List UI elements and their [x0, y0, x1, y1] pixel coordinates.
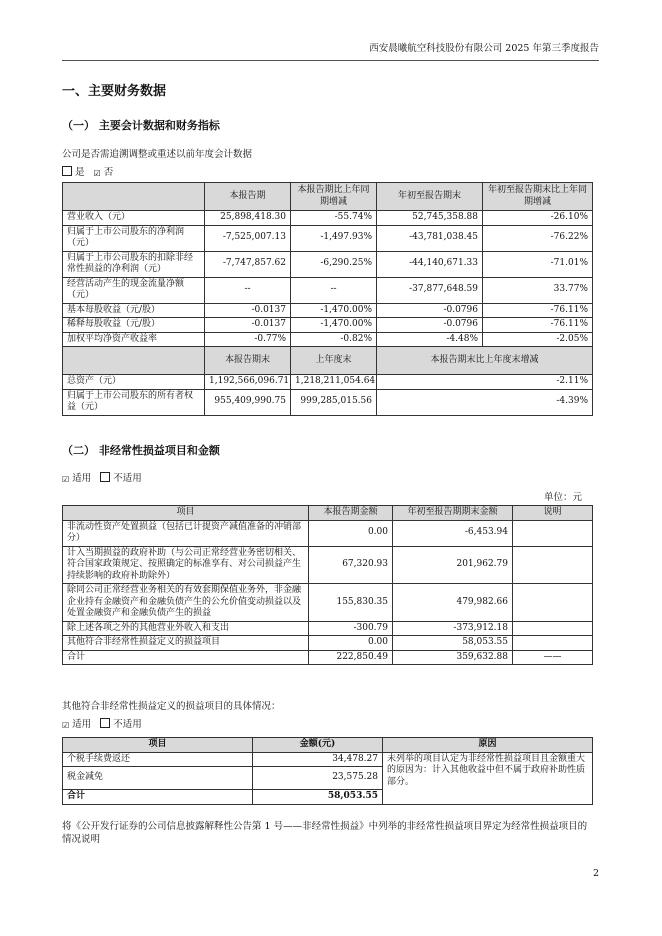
row-label: 除上述各项之外的其他营业外收入和支出 — [63, 621, 309, 636]
row-label: 总资产（元） — [63, 375, 205, 390]
subsection-title-non-recurring: （二） 非经常性损益项目和金额 — [62, 444, 220, 457]
table-row — [63, 277, 593, 303]
header-yoy-change: 本报告期比上年同期增减 — [291, 183, 377, 211]
cell-value: 0.00 — [309, 520, 393, 546]
no-checkbox[interactable]: ☑ — [93, 169, 101, 178]
header-current-period: 本报告期 — [205, 183, 291, 211]
cell-value: -2.05% — [483, 332, 593, 347]
cell-value: -4.48% — [377, 332, 483, 347]
cell-value: 25,898,418.30 — [205, 211, 291, 226]
table-row-total — [63, 650, 593, 665]
not-applicable-checkbox[interactable] — [100, 472, 110, 482]
cell-value: -37,877,648.59 — [377, 277, 483, 303]
applicability — [62, 472, 142, 485]
no-label: 否 — [103, 167, 114, 178]
cell-note: —— — [513, 650, 593, 665]
table-row — [63, 621, 593, 636]
cell-value: 58,053.55 — [253, 790, 383, 805]
cell-value: 23,575.28 — [253, 767, 383, 790]
non-recurring-table — [62, 505, 593, 665]
not-applicable-label: 不适用 — [113, 473, 142, 484]
cell-value: -373,912.18 — [393, 621, 513, 636]
footer-note: 将《公开发行证券的公司信息披露解释性公告第 1 号——非经常性损益》中列举的非经常性损益项目界定为经常性损益项目的情况说明 — [62, 821, 588, 845]
row-label: 稀释每股收益（元/股） — [63, 318, 205, 333]
cell-note — [513, 546, 593, 584]
cell-value: 155,830.35 — [309, 584, 393, 622]
cell-value: -6,290.25% — [291, 251, 377, 277]
applicable-checkbox[interactable]: ☑ — [62, 475, 70, 484]
cell-value: -1,497.93% — [291, 225, 377, 251]
row-label: 营业收入（元） — [63, 211, 205, 226]
table-row — [63, 318, 593, 333]
row-label: 合计 — [63, 790, 253, 805]
header-ytd-amount: 年初至报告期期末金额 — [393, 506, 513, 521]
table-row — [63, 389, 593, 415]
header-reason: 原因 — [383, 738, 593, 753]
cell-note — [513, 584, 593, 622]
cell-value: -76.11% — [483, 318, 593, 333]
applicable-checkbox-2[interactable]: ☑ — [62, 721, 70, 730]
other-items-table — [62, 737, 593, 805]
cell-value: -55.74% — [291, 211, 377, 226]
table-row — [63, 636, 593, 651]
cell-value: 955,409,990.75 — [205, 389, 291, 415]
cell-value: 58,053.55 — [393, 636, 513, 651]
cell-value: -4.39% — [377, 389, 593, 415]
cell-value: -1,470.00% — [291, 318, 377, 333]
header-ytd-change: 年初至报告期末比上年同期增减 — [483, 183, 593, 211]
cell-value: -300.79 — [309, 621, 393, 636]
cell-value: 0.00 — [309, 636, 393, 651]
table-row — [63, 251, 593, 277]
not-applicable-checkbox-2[interactable] — [100, 718, 110, 728]
table-row — [63, 375, 593, 390]
applicable-label-2: 适用 — [72, 719, 92, 730]
row-label: 经营活动产生的现金流量净额（元） — [63, 277, 205, 303]
report-title: 西安晨曦航空科技股份有限公司 2025 年第三季度报告 — [369, 43, 599, 54]
row-label: 基本每股收益（元/股） — [63, 303, 205, 318]
applicability-2 — [62, 718, 142, 731]
cell-value: -0.0137 — [205, 318, 291, 333]
table-row — [63, 303, 593, 318]
yes-checkbox[interactable] — [62, 166, 72, 176]
other-items-desc: 其他符合非经常性损益定义的损益项目的具体情况： — [62, 701, 281, 712]
page-header — [62, 38, 599, 61]
restatement-answer — [62, 166, 113, 179]
cell-value: 34,478.27 — [253, 752, 383, 767]
header-ytd: 年初至报告期末 — [377, 183, 483, 211]
non-recurring-header-row — [63, 506, 593, 521]
header-prior-year-end: 上年度末 — [291, 347, 377, 375]
header-note: 说明 — [513, 506, 593, 521]
yes-label: 是 — [75, 167, 85, 178]
cell-value: -76.11% — [483, 303, 593, 318]
row-label: 归属于上市公司股东的所有者权益（元） — [63, 389, 205, 415]
table-row — [63, 752, 593, 767]
row-label: 除同公司正常经营业务相关的有效套期保值业务外，非金融企业持有金融资产和金融负债产生的公允价值变动损益以及处置金融资产和金融负债产生的损益 — [63, 584, 309, 622]
not-applicable-label-2: 不适用 — [113, 719, 142, 730]
unit-label: 单位：元 — [544, 492, 583, 503]
cell-value: 67,320.93 — [309, 546, 393, 584]
header-period-end: 本报告期末 — [205, 347, 291, 375]
row-label: 计入当期损益的政府补助（与公司正常经营业务密切相关、符合国家政策规定、按照确定的标准享有、对公司损益产生持续影响的政府补助除外） — [63, 546, 309, 584]
cell-value: 1,218,211,054.64 — [291, 375, 377, 390]
cell-value: 52,745,358.88 — [377, 211, 483, 226]
other-items-header-row — [63, 738, 593, 753]
page-number: 2 — [593, 868, 600, 879]
header-amount: 金额(元) — [253, 738, 383, 753]
cell-value: -76.22% — [483, 225, 593, 251]
key-financial-header-row — [63, 183, 593, 211]
cell-value: -26.10% — [483, 211, 593, 226]
cell-value: 359,632.88 — [393, 650, 513, 665]
cell-value: -0.0137 — [205, 303, 291, 318]
row-label: 个税手续费返还 — [63, 752, 253, 767]
balance-header-row — [63, 347, 593, 375]
cell-value: -- — [291, 277, 377, 303]
table-row — [63, 584, 593, 622]
table-row — [63, 546, 593, 584]
header-change-vs-prior-year-end: 本报告期末比上年度末增减 — [377, 347, 593, 375]
applicable-label: 适用 — [72, 473, 92, 484]
cell-value: 222,850.49 — [309, 650, 393, 665]
row-label: 归属于上市公司股东的扣除非经常性损益的净利润（元） — [63, 251, 205, 277]
cell-value: -71.01% — [483, 251, 593, 277]
header-blank-2 — [63, 347, 205, 375]
subsection-title-accounting-data: （一） 主要会计数据和财务指标 — [62, 119, 220, 132]
row-label: 加权平均净资产收益率 — [63, 332, 205, 347]
reason-text: 未列举的项目认定为非经常性损益项目且金额重大的原因为：计入其他收益中但不属于政府补助性质部分。 — [383, 752, 593, 804]
cell-value: -44,140,671.33 — [377, 251, 483, 277]
header-current-amount: 本报告期金额 — [309, 506, 393, 521]
cell-note — [513, 520, 593, 546]
row-label: 非流动性资产处置损益（包括已计提资产减值准备的冲销部分） — [63, 520, 309, 546]
cell-value: -1,470.00% — [291, 303, 377, 318]
cell-value: -0.0796 — [377, 303, 483, 318]
cell-value: -0.82% — [291, 332, 377, 347]
header-item: 项目 — [63, 506, 309, 521]
header-item: 项目 — [63, 738, 253, 753]
row-label: 归属于上市公司股东的净利润（元） — [63, 225, 205, 251]
table-row — [63, 332, 593, 347]
restatement-question: 公司是否需追溯调整或重述以前年度会计数据 — [62, 149, 253, 160]
row-label: 其他符合非经常性损益定义的损益项目 — [63, 636, 309, 651]
row-label: 税金减免 — [63, 767, 253, 790]
table-row — [63, 211, 593, 226]
cell-value: 1,192,566,096.71 — [205, 375, 291, 390]
cell-value: -7,747,857.62 — [205, 251, 291, 277]
cell-value: -2.11% — [377, 375, 593, 390]
section-title-financial-data: 一、主要财务数据 — [62, 84, 167, 99]
table-row — [63, 225, 593, 251]
key-financial-table — [62, 182, 593, 416]
cell-value: 479,982.66 — [393, 584, 513, 622]
cell-note — [513, 621, 593, 636]
cell-value: 33.77% — [483, 277, 593, 303]
cell-value: -7,525,007.13 — [205, 225, 291, 251]
row-label: 合计 — [63, 650, 309, 665]
cell-note — [513, 636, 593, 651]
header-blank — [63, 183, 205, 211]
cell-value: 201,962.79 — [393, 546, 513, 584]
cell-value: 999,285,015.56 — [291, 389, 377, 415]
table-row — [63, 520, 593, 546]
cell-value: -0.0796 — [377, 318, 483, 333]
cell-value: -6,453.94 — [393, 520, 513, 546]
cell-value: -0.77% — [205, 332, 291, 347]
cell-value: -43,781,038.45 — [377, 225, 483, 251]
cell-value: -- — [205, 277, 291, 303]
